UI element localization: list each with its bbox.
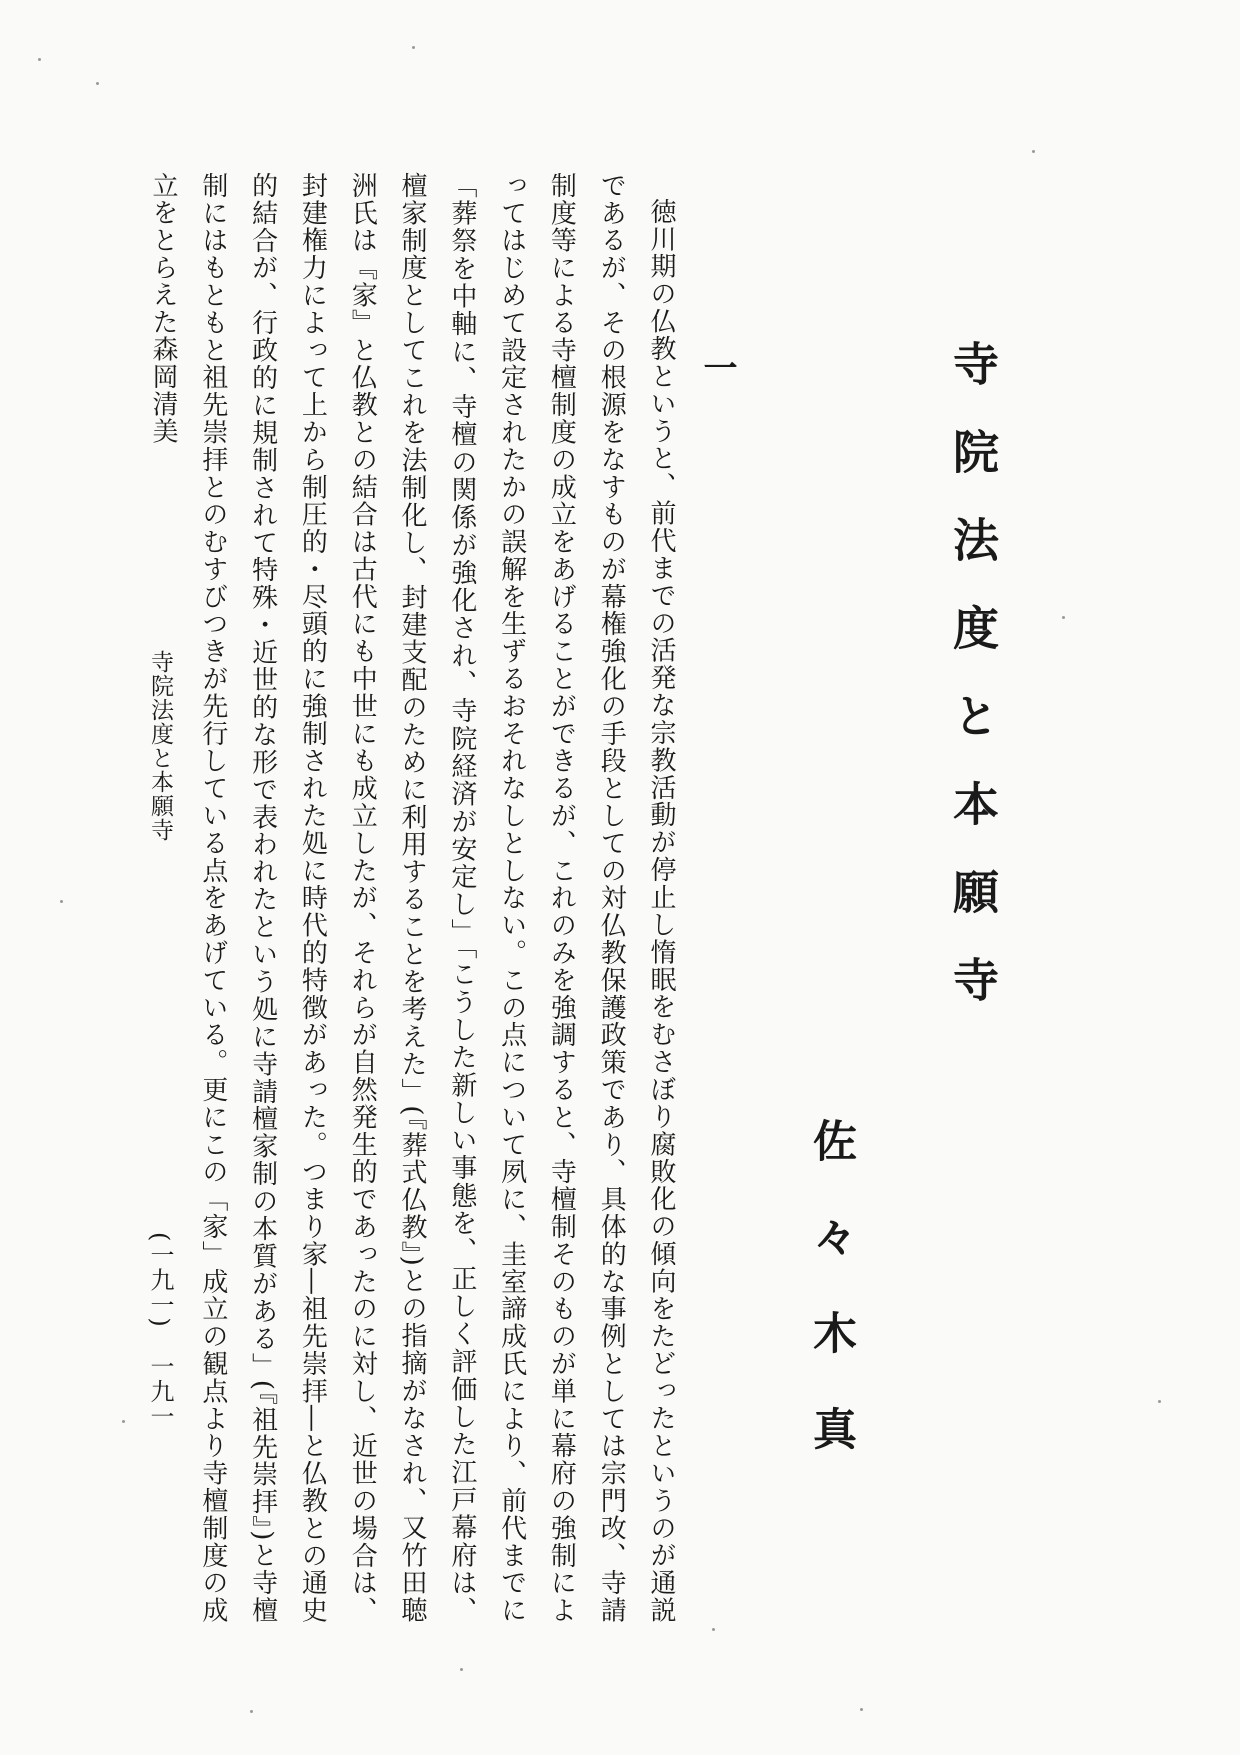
page-folio — [148, 1232, 172, 1429]
scan-speck — [712, 1628, 715, 1631]
folio-original: (一九一) — [146, 1232, 174, 1328]
scan-speck — [1158, 1400, 1161, 1403]
folio-page: 一九一 — [146, 1353, 174, 1429]
scan-speck — [460, 1668, 463, 1671]
scan-speck — [250, 1710, 253, 1713]
scan-speck — [122, 1420, 125, 1423]
scan-speck — [38, 58, 41, 61]
section-number: 一 — [697, 350, 737, 384]
article-title: 寺院法度と本願寺 — [946, 340, 1000, 1044]
scan-speck — [60, 900, 63, 903]
running-title: 寺院法度と本願寺 — [147, 650, 173, 842]
scan-speck — [860, 1708, 863, 1711]
author-name: 佐々木真 — [805, 1118, 856, 1502]
scan-speck — [1032, 150, 1035, 153]
body-paragraph: 徳川期の仏教というと、前代までの活発な宗教活動が停止し惰眠をむさぼり腐敗化の傾向をたどったというのが通説であるが、その根源をなすものが幕権強化の手段としての対仏教保護政策であり、具体的な事例としては宗門改、寺請制度等による寺檀制度の成立をあげることができるが、これのみを強調すると、寺檀制そのものが単に幕府の強制によってはじめて設定されたかの誤解を生ずるおそれなしとしない。この点について夙に、圭室諦成氏により、前代までに「葬祭を中軸に、寺檀の関係が強化され、寺院経済が安定し」「こうした新しい事態を、正しく評価した江戸幕府は、檀家制度としてこれを法制化し、封建支配のために利用することを考えた」(『葬式仏教』)との指摘がなされ、又竹田聴洲氏は『家』と仏教との結合は古代にも中世にも成立したが、それらが自然発生的であったのに対し、近世の場合は、封建権力によって上から制圧的・尽頭的に強制された処に時代的特徴があった。つまり家―祖先崇拝―と仏教との通史的結合が、行政的に規制されて特殊・近世的な形で表われたという処に寺請檀家制の本質がある」(『祖先崇拝』)と寺檀制にはもともと祖先崇拝とのむすびつきが先行している点をあげている。更にこの「家」成立の観点より寺檀制度の成立をとらえた森岡清美 — [148, 172, 676, 1624]
scan-speck — [412, 46, 415, 49]
scan-speck — [96, 82, 99, 85]
scan-speck — [1062, 616, 1065, 619]
